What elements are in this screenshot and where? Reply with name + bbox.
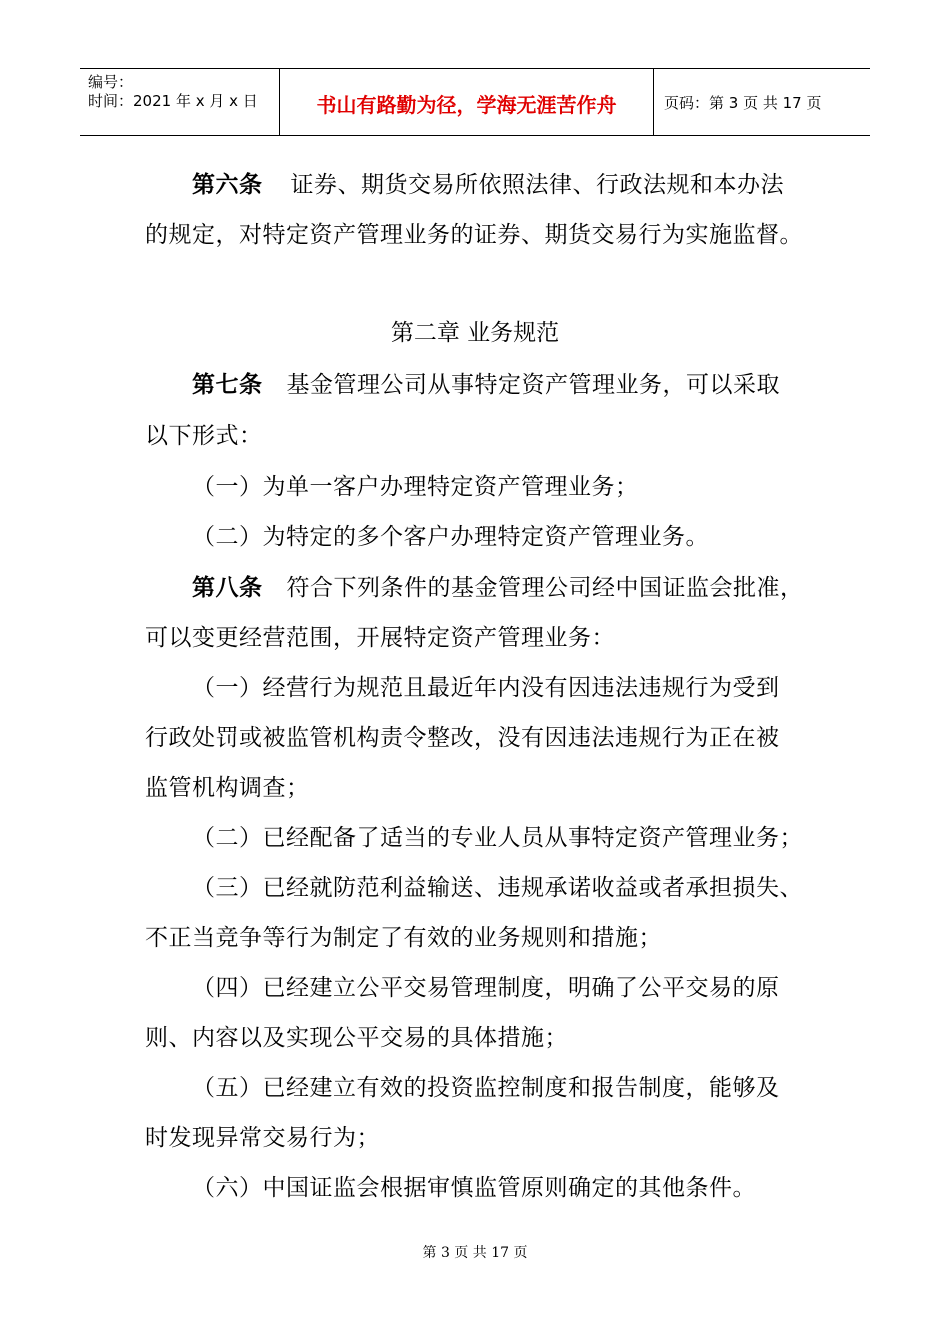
article-8-item-1-line-2: 行政处罚或被监管机构责令整改，没有因违法违规行为正在被 xyxy=(145,725,780,751)
article-7-text-1: 基金管理公司从事特定资产管理业务，可以采取 xyxy=(286,372,780,398)
article-6-first-line xyxy=(192,170,784,200)
chapter-heading: 第二章 业务规范 xyxy=(390,320,560,346)
article-8-item-3-line-1: （三）已经就防范利益输送、违规承诺收益或者承担损失、 xyxy=(192,875,803,901)
article-6-text-2: 的规定，对特定资产管理业务的证券、期货交易行为实施监督。 xyxy=(145,222,803,248)
article-6-text-1: 证券、期货交易所依照法律、行政法规和本办法 xyxy=(290,172,784,198)
page-header xyxy=(80,68,870,136)
article-8-title: 第八条 xyxy=(192,575,263,601)
page-footer: 第 3 页 共 17 页 xyxy=(422,1245,528,1261)
article-7-first-line xyxy=(192,370,780,400)
header-page-label: 页码：第 3 页 共 17 页 xyxy=(664,94,822,112)
header-motto-cell xyxy=(280,69,654,135)
article-8-item-1-line-3: 监管机构调查； xyxy=(145,775,310,801)
article-7-title: 第七条 xyxy=(192,372,263,398)
article-8-item-6: （六）中国证监会根据审慎监管原则确定的其他条件。 xyxy=(192,1175,756,1201)
article-8-item-1-line-1: （一）经营行为规范且最近年内没有因违法违规行为受到 xyxy=(192,675,780,701)
article-8-first-line xyxy=(192,573,804,603)
header-number-label: 编号： xyxy=(88,73,134,91)
header-time-label: 时间：2021 年 x 月 x 日 xyxy=(88,92,258,110)
article-7-text-2: 以下形式： xyxy=(145,423,263,449)
article-6-title: 第六条 xyxy=(192,172,263,198)
article-8-item-5-line-2: 时发现异常交易行为； xyxy=(145,1125,380,1151)
article-8-item-2: （二）已经配备了适当的专业人员从事特定资产管理业务； xyxy=(192,825,803,851)
header-meta-cell xyxy=(80,69,280,135)
header-page-cell xyxy=(654,69,870,135)
article-8-item-4-line-1: （四）已经建立公平交易管理制度，明确了公平交易的原 xyxy=(192,975,780,1001)
article-8-text-2: 可以变更经营范围，开展特定资产管理业务： xyxy=(145,625,615,651)
article-7-item-1: （一）为单一客户办理特定资产管理业务； xyxy=(192,474,639,500)
header-motto: 书山有路勤为径，学海无涯苦作舟 xyxy=(316,93,617,117)
article-8-item-4-line-2: 则、内容以及实现公平交易的具体措施； xyxy=(145,1025,568,1051)
article-8-item-5-line-1: （五）已经建立有效的投资监控制度和报告制度，能够及 xyxy=(192,1075,780,1101)
article-7-item-2: （二）为特定的多个客户办理特定资产管理业务。 xyxy=(192,524,709,550)
article-8-item-3-line-2: 不正当竞争等行为制定了有效的业务规则和措施； xyxy=(145,925,662,951)
article-8-text-1: 符合下列条件的基金管理公司经中国证监会批准， xyxy=(286,575,804,601)
